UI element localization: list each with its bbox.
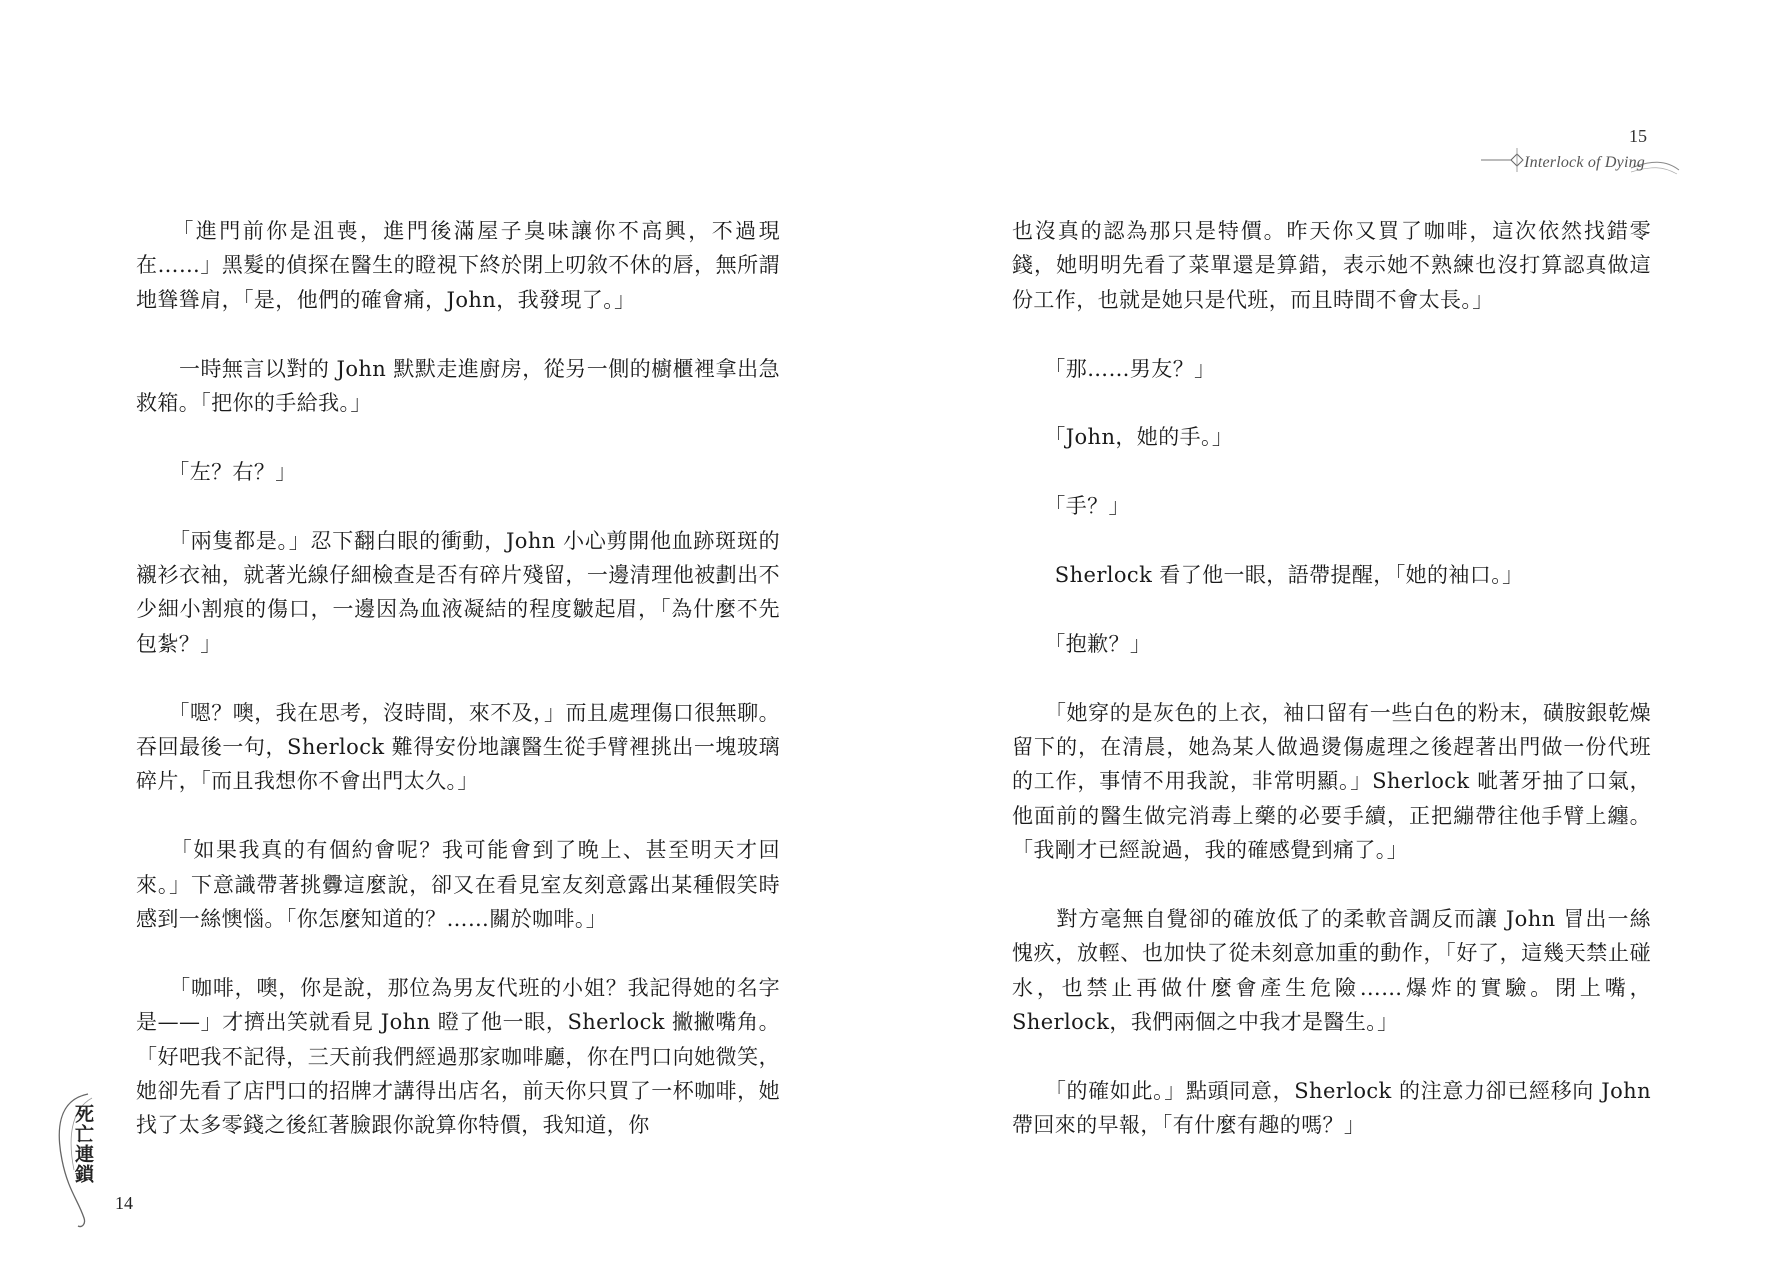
paragraph: 「抱歉？」 bbox=[1012, 631, 1152, 656]
right-body-text bbox=[1012, 214, 1651, 1177]
paragraph: 「的確如此。」點頭同意，Sherlock 的注意力卻已經移向 John 帶回來的早報，「有什麼有趣的嗎？」 bbox=[1012, 1079, 1651, 1138]
paragraph: 「嗯？噢，我在思考，沒時間，來不及，」而且處理傷口很無聊。吞回最後一句，Sherlock 難得安份地讓醫生從手臂裡挑出一塊玻璃碎片，「而且我想你不會出門太久。」 bbox=[136, 700, 780, 794]
book-title-header: Interlock of Dying bbox=[1524, 154, 1645, 171]
paragraph: 「咖啡，噢，你是說，那位為男友代班的小姐？我記得她的名字是——」才擠出笑就看見 John 瞪了他一眼，Sherlock 撇撇嘴角。「好吧我不記得，三天前我們經過那家咖啡廳，你在門口向她微笑，她卻先看了店門口的招牌才講得出店名，前天你只買了一杯咖啡，她找了太多零錢之後紅著臉跟你說算你特價，我知道，你 bbox=[136, 975, 780, 1138]
paragraph: 「左？右？」 bbox=[136, 459, 297, 484]
paragraph: 對方毫無自覺卻的確放低了的柔軟音調反而讓 John 冒出一絲愧疚，放輕、也加快了從未刻意加重的動作，「好了，這幾天禁止碰水，也禁止再做什麼會產生危險……爆炸的實驗。閉上嘴，Sherlock，我們兩個之中我才是醫生。」 bbox=[1012, 907, 1651, 1035]
right-page bbox=[891, 0, 1782, 1276]
paragraph: 「手？」 bbox=[1012, 494, 1130, 519]
left-page bbox=[0, 0, 891, 1276]
paragraph: 也沒真的認為那只是特價。昨天你又買了咖啡，這次依然找錯零錢，她明明先看了菜單還是算錯，表示她不熟練也沒打算認真做這份工作，也就是她只是代班，而且時間不會太長。」 bbox=[1012, 219, 1651, 312]
paragraph: 「John，她的手。」 bbox=[1012, 425, 1234, 450]
paragraph: 「那……男友？」 bbox=[1012, 356, 1216, 381]
left-body-text bbox=[136, 214, 780, 1177]
page-number: 15 bbox=[1629, 126, 1647, 146]
paragraph: 「兩隻都是。」忍下翻白眼的衝動，John 小心剪開他血跡斑斑的襯衫衣袖，就著光線仔細檢查是否有碎片殘留，一邊清理他被劃出不少細小割痕的傷口，一邊因為血液凝結的程度皺起眉，「為什麼不先包紮？」 bbox=[136, 528, 780, 656]
page-number: 14 bbox=[115, 1193, 133, 1213]
paragraph: 「進門前你是沮喪，進門後滿屋子臭味讓你不高興，不過現在……」黑髮的偵探在醫生的瞪視下終於閉上叨敘不休的唇，無所謂地聳聳肩，「是，他們的確會痛，John，我發現了。」 bbox=[136, 219, 780, 312]
paragraph: Sherlock 看了他一眼，語帶提醒，「她的袖口。」 bbox=[1012, 563, 1524, 587]
side-title-ornament bbox=[48, 1090, 108, 1230]
paragraph: 一時無言以對的 John 默默走進廚房，從另一側的櫥櫃裡拿出急救箱。「把你的手給我。」 bbox=[136, 356, 780, 416]
paragraph: 「她穿的是灰色的上衣，袖口留有一些白色的粉末，磺胺銀乾燥留下的，在清晨，她為某人做過燙傷處理之後趕著出門做一份代班的工作，事情不用我說，非常明顯。」Sherlock 呲著牙抽了口氣，他面前的醫生做完消毒上藥的必要手續，正把繃帶往他手臂上纏。「我剛才已經說過，我的確感覺到痛了。」 bbox=[1012, 700, 1651, 863]
paragraph: 「如果我真的有個約會呢？我可能會到了晚上、甚至明天才回來。」下意識帶著挑釁這麼說，卻又在看見室友刻意露出某種假笑時感到一絲懊惱。「你怎麼知道的？……關於咖啡。」 bbox=[136, 838, 780, 932]
running-header bbox=[1481, 126, 1681, 186]
book-title-vertical: 死亡連鎖 bbox=[72, 1104, 94, 1184]
